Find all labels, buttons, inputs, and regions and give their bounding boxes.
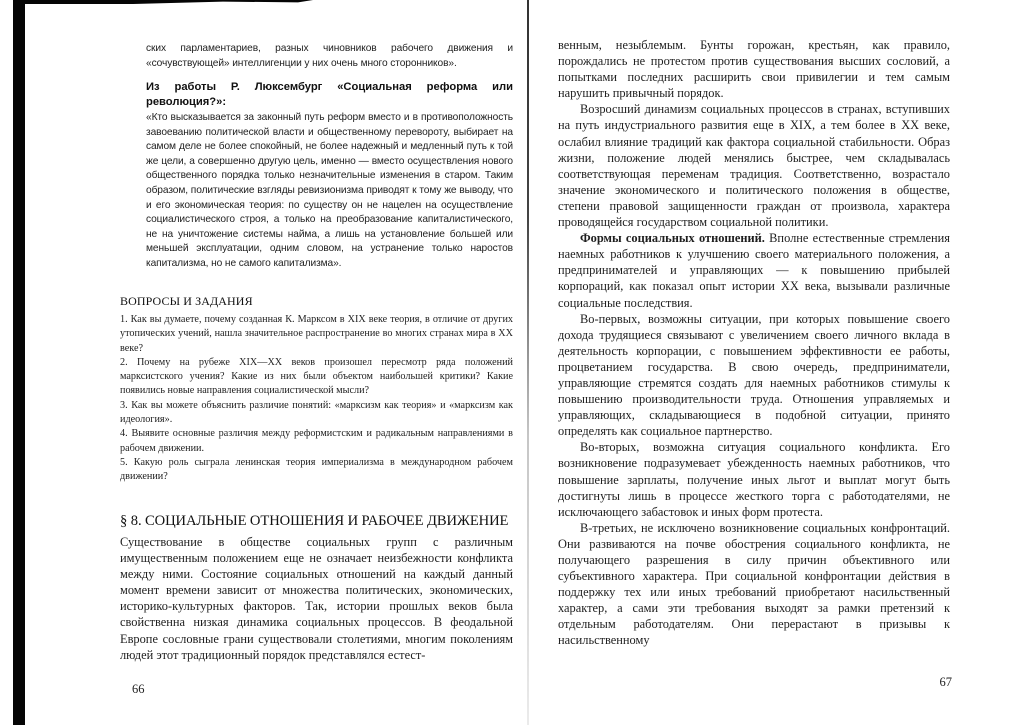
paragraph bbox=[558, 520, 950, 649]
question-item: 4. Выявите основные различия между реформистским и радикальным направлениями в рабочем движении. bbox=[120, 428, 513, 454]
quote-intro-text: ских парламентариев, разных чиновников рабочего движения и «сочувствующей» интеллигенции у них очень много сторонников». bbox=[146, 43, 513, 69]
paragraph bbox=[558, 311, 950, 440]
paragraph-text: Возросший динамизм социальных процессов в странах, вступивших на путь индустриального развития еще в XIX, а тем более в XX веке, ослабил влияние традиций как фактора социальной стабильности. Образ жизни, положение людей менялись быстрее, чем складывалась соответствующая переменам традиция. Соответственно, возрастало значение экономического и политического положения в обществе, степени правовой защищенности граждан от произвола, характера проводящейся государством социальной политики. bbox=[558, 102, 950, 230]
paragraph bbox=[558, 439, 950, 519]
paragraph-text: Во-вторых, возможна ситуация социального конфликта. Его возникновение подразумевает убежденность наемных работников, что повышение зарплаты, получение иных льгот и выплат могут быть достигнуты лишь в процессе жесткого торга с работодателями, не исключающего забастовок и иных форм протеста. bbox=[558, 440, 950, 519]
questions-heading: ВОПРОСЫ И ЗАДАНИЯ bbox=[120, 294, 253, 308]
paragraph bbox=[558, 37, 950, 101]
book-gutter bbox=[527, 0, 529, 725]
paragraph bbox=[558, 101, 950, 230]
paragraph-text: венным, незыблемым. Бунты горожан, крестьян, как правило, порождались не протестом против существования высших сословий, а попытками последних расширить свои привилегии и тем самым нарушить привычный порядок. bbox=[558, 38, 950, 101]
question-item: 3. Как вы можете объяснить различие понятий: «марксизм как теория» и «марксизм как идеология». bbox=[120, 399, 513, 426]
source-heading: Из работы Р. Люксембург «Социальная реформа или революция?»: bbox=[146, 81, 513, 108]
section-title: § 8. СОЦИАЛЬНЫЕ ОТНОШЕНИЯ И РАБОЧЕЕ ДВИЖЕНИЕ bbox=[120, 513, 509, 529]
scan-edge-left bbox=[13, 0, 25, 725]
paragraph bbox=[558, 230, 950, 310]
questions-list bbox=[120, 313, 513, 485]
paragraph-text: В-третьих, не исключено возникновение социальных конфронтаций. Они развиваются на почве обострения социального конфликта, не получающего разрешения в силу причин объективного или субъективного характера. При социальной конфронтации действия в поддержку тех или иных требований приобретают насильственный характер, а сами эти требования выходят за рамки претензий к отдельным работодателям. Они перерастают в призывы к насильственному bbox=[558, 520, 950, 648]
paragraph-text: Вполне естественные стремления наемных работников к улучшению своего материального положения, а предпринимателей и управляющих — к повышению прибылей корпораций, как показал опыт истории XX века, вызывали различные социальные последствия. bbox=[558, 231, 950, 310]
question-item: 1. Как вы думаете, почему созданная К. Марксом в XIX веке теория, в отличие от других утопических учений, нашла значительное распространение во многих странах мира в XX веке? bbox=[120, 314, 513, 354]
question-item: 5. Какую роль сыграла ленинская теория империализма в международном рабочем движении? bbox=[120, 456, 513, 483]
right-page-body bbox=[558, 37, 950, 649]
question-item: 2. Почему на рубеже XIX—XX веков произошел пересмотр ряда положений марксистского учения? Какие из них были объектом наибольшей критики? Какие появились новые направления социалистической мысли? bbox=[120, 356, 513, 397]
page-number-left: 66 bbox=[132, 682, 145, 696]
paragraph-text: Во-первых, возможны ситуации, при которых повышение своего дохода трудящиеся связывают с увеличением своего личного вклада в деятельность корпорации, с повышением эффективности ее работы, процветанием государства. В свою очередь, предприниматели, управляющие стремятся создать для наемных работников стимулы к повышению производительности труда. Отношения управляемых и управляющих, складывающиеся в подобной ситуации, принято определять как социальное партнерство. bbox=[558, 311, 950, 439]
subheading-inline: Формы социальных отношений. bbox=[580, 231, 765, 246]
left-page bbox=[118, 0, 513, 725]
page-number-right: 67 bbox=[939, 675, 952, 689]
right-page bbox=[558, 0, 950, 725]
section-body-text: Существование в обществе социальных групп с различным имущественным положением еще не означает неизбежности конфликта между ними. Состояние социальных отношений на каждый данный момент времени зависит от множества политических, экономических, историко-культурных факторов. Так, истории прошлых веков была свойственна низкая динамика социальных процессов. В феодальной Европе сословные грани существовали столетиями, многим поколениям людей этот традиционный порядок представлялся естест- bbox=[120, 535, 513, 662]
quote-body-text: «Кто высказывается за законный путь реформ вместо и в противоположность завоеванию политической власти и общественному перевороту, выбирает на самом деле не более спокойный, не более надежный и медленный путь к той же цели, а совершенно другую цель, именно — вместо осуществления нового общественного порядка только незначительные изменения в старом. Таким образом, политические взгляды ревизионизма приводят к тому же выводу, что и его экономическая теория: по существу он не нацелен на осуществление социалистического строя, а только на преобразование капиталистического, не на уничтожение системы найма, а лишь на установление большей или меньшей эксплуатации, одним словом, на устранение только наростов капитализма, но не самого капитализма». bbox=[146, 112, 513, 269]
